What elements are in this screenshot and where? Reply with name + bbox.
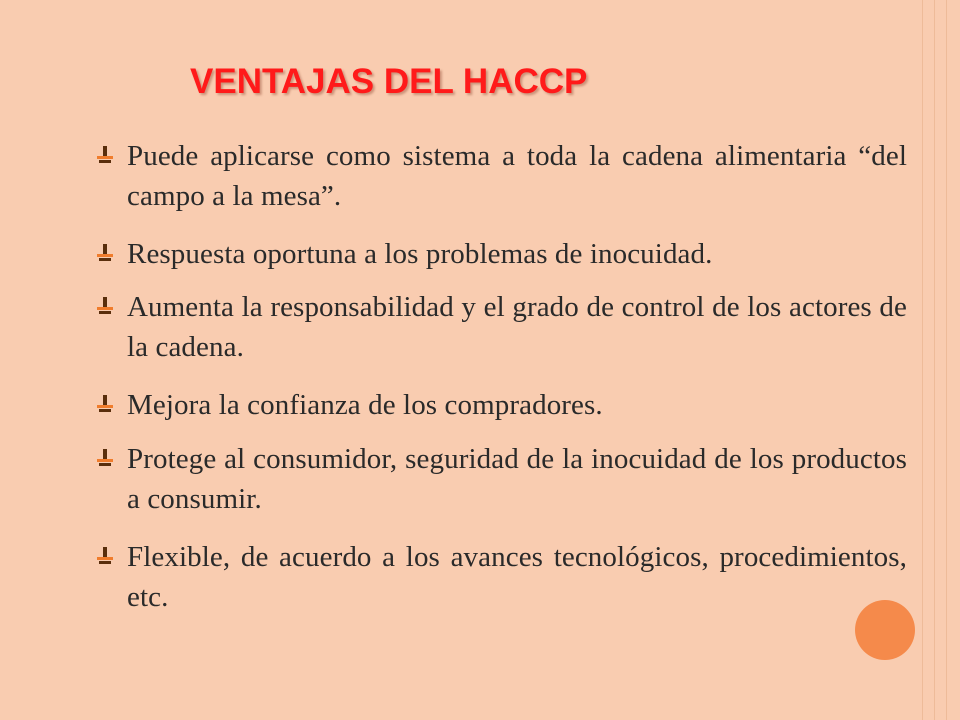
bullet-text: Aumenta la responsabilidad y el grado de control de los actores de la cadena. <box>127 291 907 363</box>
down-arrow-bullet-icon <box>96 297 114 315</box>
down-arrow-bullet-icon <box>96 547 114 565</box>
down-arrow-bullet-icon <box>96 146 114 164</box>
bullet-text: Mejora la confianza de los compradores. <box>127 389 603 421</box>
down-arrow-bullet-icon <box>96 449 114 467</box>
bullet-text: Flexible, de acuerdo a los avances tecnológicos, procedimientos, etc. <box>127 541 907 613</box>
slide-title: VENTAJAS DEL HACCP <box>190 62 588 101</box>
down-arrow-bullet-icon <box>96 395 114 413</box>
orange-circle-decoration <box>855 600 915 660</box>
bullet-text: Protege al consumidor, seguridad de la inocuidad de los productos a consumir. <box>127 443 907 515</box>
down-arrow-bullet-icon <box>96 244 114 262</box>
bullet-text: Respuesta oportuna a los problemas de inocuidad. <box>127 238 713 270</box>
bullet-text: Puede aplicarse como sistema a toda la cadena alimentaria “del campo a la mesa”. <box>127 140 907 212</box>
